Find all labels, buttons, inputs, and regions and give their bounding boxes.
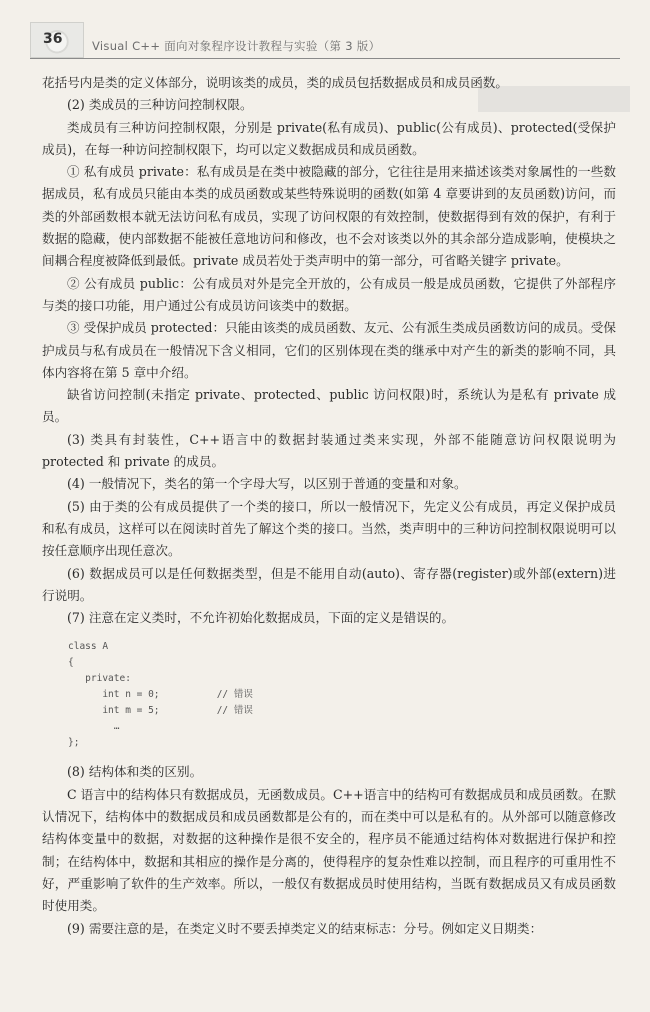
paragraph: 花括号内是类的定义体部分，说明该类的成员，类的成员包括数据成员和成员函数。 [42, 75, 508, 90]
paragraph: (6) 数据成员可以是任何数据类型，但是不能用自动(auto)、寄存器(register)或外部(extern)进行说明。 [42, 565, 616, 603]
paragraph: (8) 结构体和类的区别。 [67, 764, 203, 780]
page-number: 36 [43, 31, 63, 47]
code-line: }; [68, 737, 80, 749]
page-body [42, 72, 616, 940]
code-line: … [68, 721, 120, 733]
code-line: class A [68, 641, 109, 653]
paragraph: 缺省访问控制(未指定 private、protected、public 访问权限)时，系统认为是私有 private 成员。 [42, 387, 616, 425]
paragraph: 类成员有三种访问控制权限，分别是 private(私有成员)、public(公有成员)、protected(受保护成员)，在每一种访问控制权限下，均可以定义数据成员和成员函数。 [42, 119, 616, 157]
code-line: int n = 0; // 错误 [68, 689, 253, 701]
paragraph: (3) 类具有封装性，C++语言中的数据封装通过类来实现，外部不能随意访问权限说明为 protected 和 private 的成员。 [42, 431, 616, 470]
paragraph: (7) 注意在定义类时，不允许初始化数据成员，下面的定义是错误的。 [67, 610, 455, 626]
code-line: int m = 5; // 错误 [68, 705, 253, 717]
page-header [30, 20, 620, 59]
paragraph: (4) 一般情况下，类名的第一个字母大写，以区别于普通的变量和对象。 [67, 476, 467, 492]
code-line: { [68, 657, 74, 669]
paragraph: (9) 需要注意的是，在类定义时不要丢掉类定义的结束标志：分号。例如定义日期类： [67, 920, 543, 936]
paragraph: ③ 受保护成员 protected：只能由该类的成员函数、友元、公有派生类成员函数访问的成员。受保护成员与私有成员在一般情况下含义相同，它们的区别体现在类的继承中对产生的新类的影响不同，具体内容将在第 5 章中介绍。 [42, 320, 616, 380]
paragraph: (2) 类成员的三种访问控制权限。 [67, 97, 253, 113]
book-title: Visual C++ 面向对象程序设计教程与实验（第 3 版） [92, 39, 381, 53]
paragraph: ① 私有成员 private：私有成员是在类中被隐藏的部分，它往往是用来描述该类对象属性的一些数据成员，私有成员只能由本类的成员函数或某些特殊说明的函数(如第 4 章要讲到的友员函数)访问，而类的外部函数根本就无法访问私有成员，实现了访问权限的有效控制，使数据得到有效的保护，有利于数据的隐藏，使内部数据不能被任意地访问和修改，也不会对该类以外的其余部分造成影响，使模块之间耦合程度被降低到最低。private 成员若处于类声明中的第一部分，可省略关键字 private。 [42, 164, 616, 269]
code-block [68, 639, 616, 751]
paragraph: (5) 由于类的公有成员提供了一个类的接口，所以一般情况下，先定义公有成员，再定义保护成员和私有成员，这样可以在阅读时首先了解这个类的接口。当然，类声明中的三种访问控制权限说明可以按任意顺序出现任意次。 [42, 498, 616, 559]
code-line: private: [68, 673, 131, 685]
paragraph: ② 公有成员 public：公有成员对外是完全开放的，公有成员一般是成员函数，它提供了外部程序与类的接口功能，用户通过公有成员访问该类中的数据。 [42, 275, 616, 313]
paragraph: C 语言中的结构体只有数据成员，无函数成员。C++语言中的结构可有数据成员和成员函数。在默认情况下，结构体中的数据成员和成员函数都是公有的，而在类中可以是私有的。从外部可以随意修改结构体变量中的数据，对数据的这种操作是很不安全的，程序员不能通过结构体对数据进行保护和控制；在结构体中，数据和其相应的操作是分离的，使得程序的复杂性难以控制，而且程序的可重用性不好，严重影响了软件的生产效率。所以，一般仅有数据成员时使用结构，当既有数据成员又有成员函数时使用类。 [42, 786, 616, 914]
page-number-badge [30, 22, 84, 58]
